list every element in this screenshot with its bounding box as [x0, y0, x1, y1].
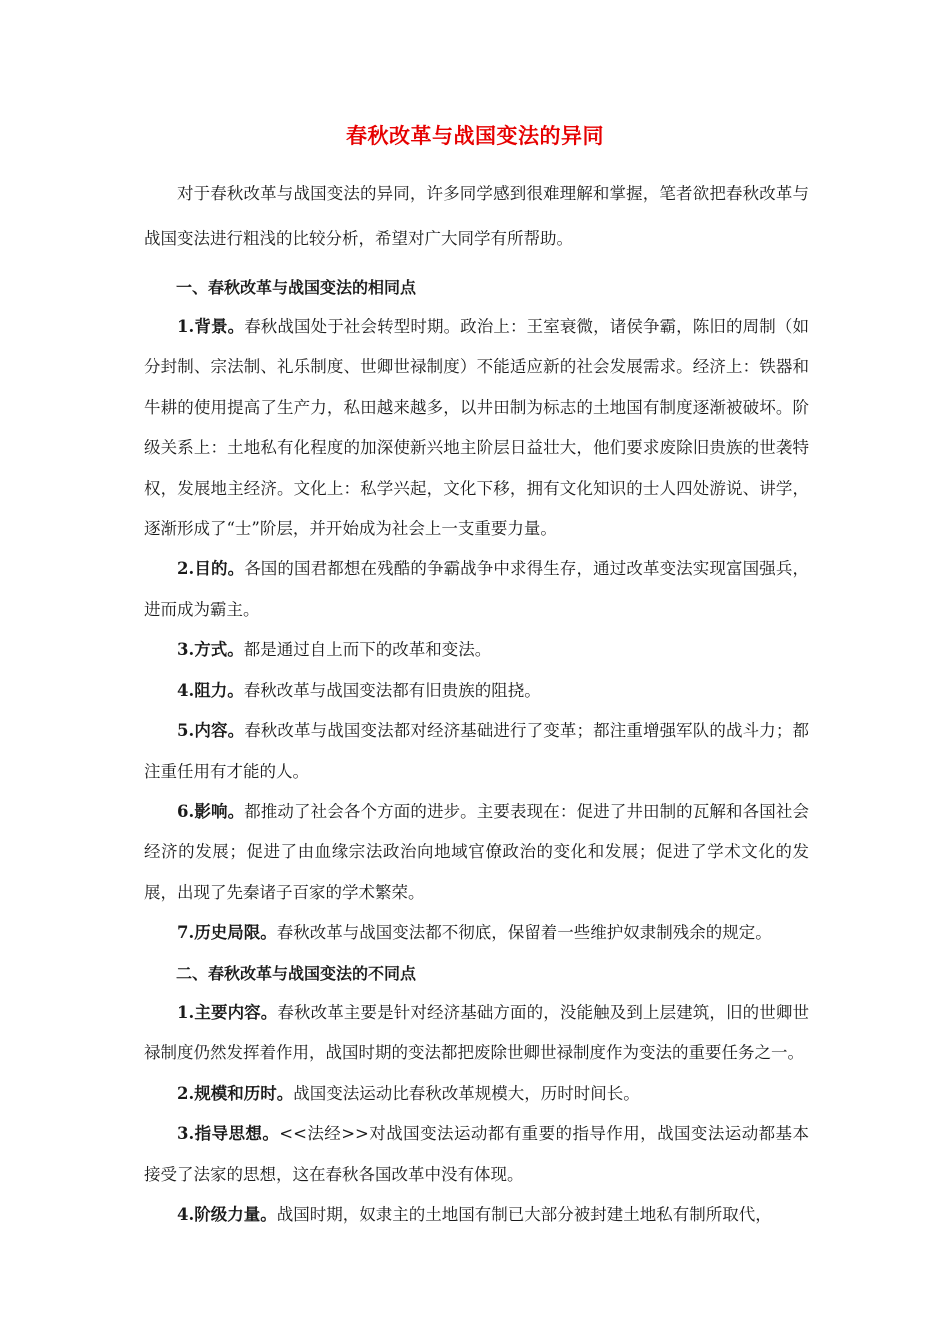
- item-text: 春秋改革主要是针对经济基础方面的，没能触及到上层建筑，旧的世卿世禄制度仍然发挥着作用，战国时期的变法都把废除世卿世禄制度作为变法的重要任务之一。: [144, 1002, 809, 1063]
- item-label: 7.历史局限。: [177, 923, 277, 943]
- item-text: 春秋改革与战国变法都有旧贵族的阻挠。: [243, 680, 541, 700]
- difference-item: [144, 993, 809, 1074]
- section-heading-similarities: 一、春秋改革与战国变法的相同点: [176, 277, 417, 297]
- intro-paragraph: 对于春秋改革与战国变法的异同，许多同学感到很难理解和掌握，笔者欲把春秋改革与战国变法进行粗浅的比较分析，希望对广大同学有所帮助。: [144, 184, 809, 248]
- similarity-item: [144, 630, 809, 670]
- item-text: 春秋改革与战国变法都不彻底，保留着一些维护奴隶制残余的规定。: [276, 923, 772, 943]
- item-text: <<法经>>对战国变法运动都有重要的指导作用，战国变法运动都基本接受了法家的思想，这在春秋各国改革中没有体现。: [144, 1124, 809, 1184]
- similarity-item: [144, 671, 809, 711]
- item-label: 4.阶级力量。: [177, 1204, 277, 1224]
- item-text: 都推动了社会各个方面的进步。主要表现在：促进了井田制的瓦解和各国社会经济的发展；促进了由血缘宗法政治向地域官僚政治的变化和发展；促进了学术文化的发展，出现了先秦诸子百家的学术繁荣。: [144, 802, 809, 902]
- similarity-item: [144, 792, 809, 913]
- item-label: 2.目的。: [177, 559, 245, 579]
- item-text: 战国变法运动比春秋改革规模大，历时时间长。: [293, 1083, 640, 1103]
- item-label: 1.背景。: [177, 316, 245, 336]
- item-label: 1.主要内容。: [177, 1002, 278, 1022]
- document-title: 春秋改革与战国变法的异同: [346, 123, 604, 148]
- item-text: 春秋战国处于社会转型时期。政治上：王室衰微，诸侯争霸，陈旧的周制（如分封制、宗法制、礼乐制度、世卿世禄制度）不能适应新的社会发展需求。经济上：铁器和牛耕的使用提高了生产力，私田越来越多，以井田制为标志的土地国有制度逐渐被破坏。阶级关系上：土地私有化程度的加深使新兴地主阶层日益壮大，他们要求废除旧贵族的世袭特权，发展地主经济。文化上：私学兴起，文化下移，拥有文化知识的士人四处游说、讲学，逐渐形成了“士”阶层，并开始成为社会上一支重要力量。: [144, 316, 809, 539]
- item-label: 5.内容。: [177, 721, 245, 741]
- item-text: 都是通过自上而下的改革和变法。: [243, 640, 492, 660]
- difference-item: [144, 1195, 809, 1235]
- similarity-item: [144, 549, 809, 630]
- difference-item: [144, 1074, 809, 1114]
- similarity-item: [144, 711, 809, 792]
- item-text: 战国时期，奴隶主的土地国有制已大部分被封建土地私有制所取代，: [276, 1204, 772, 1224]
- item-text: 春秋改革与战国变法都对经济基础进行了变革；都注重增强军队的战斗力；都注重任用有才能的人。: [144, 721, 809, 781]
- similarity-item: [144, 913, 809, 953]
- document-body: [144, 172, 809, 1235]
- section-heading-differences: 二、春秋改革与战国变法的不同点: [176, 963, 417, 983]
- item-label: 4.阻力。: [177, 680, 244, 700]
- item-label: 3.方式。: [177, 640, 244, 660]
- similarity-item: [144, 307, 809, 550]
- item-label: 3.指导思想。: [177, 1124, 280, 1144]
- item-label: 2.规模和历时。: [177, 1083, 294, 1103]
- difference-item: [144, 1114, 809, 1195]
- item-text: 各国的国君都想在残酷的争霸战争中求得生存，通过改革变法实现富国强兵，进而成为霸主。: [144, 559, 809, 619]
- item-label: 6.影响。: [177, 802, 245, 821]
